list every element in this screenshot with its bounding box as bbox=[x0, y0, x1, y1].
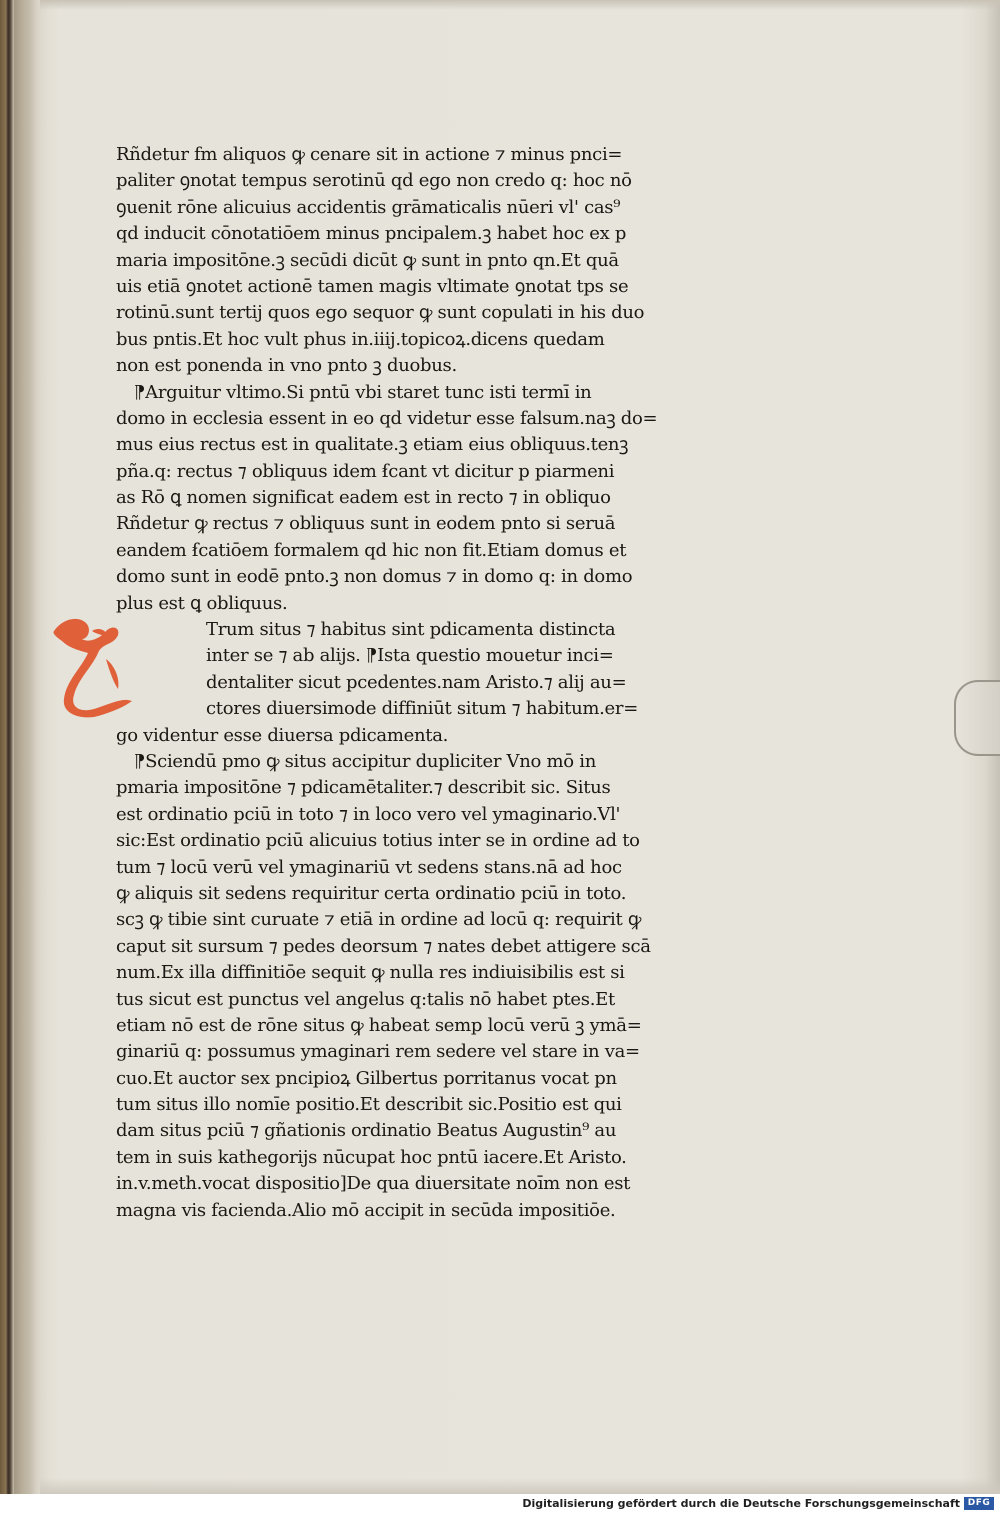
footer-bar bbox=[0, 1494, 1000, 1514]
text-line: ginariū q: possumus ymaginari rem sedere vel stare in va= bbox=[116, 1041, 640, 1063]
text-line: tem in suis kathegorijs nūcupat hoc pntū iacere.Et Aristo. bbox=[116, 1146, 627, 1168]
text-line: as Rō ꝗ nomen significat eadem est in recto ⁊ in obliquo bbox=[116, 487, 611, 509]
text-line: non est ponenda in vno pnto ꝫ duobus. bbox=[116, 355, 457, 377]
text-line: ꝯuenit rōne alicuius accidentis grāmaticalis nūeri vl' cas⁹ bbox=[116, 196, 621, 218]
text-line: in.v.meth.vocat dispositio]De qua diuersitate noīm non est bbox=[116, 1173, 631, 1195]
paragraph-with-initial bbox=[116, 617, 716, 749]
page-top-edge bbox=[40, 0, 1000, 10]
text-line: paliter ꝯnotat tempus serotinū qd ego non credo q: hoc nō bbox=[116, 170, 632, 192]
text-line: domo sunt in eodē pnto.ꝫ non domus ⁊ in domo q: in domo bbox=[116, 566, 633, 588]
text-line: ⁋Arguitur vltimo.Si pntū vbi staret tunc isti termī in bbox=[134, 381, 592, 403]
text-line: rotinū.sunt tertij quos ego sequor ꝙ sunt copulati in his duo bbox=[116, 302, 645, 324]
footer-credit: Digitalisierung gefördert durch die Deutsche Forschungsgemeinschaft bbox=[522, 1497, 960, 1510]
text-line: plus est ꝗ obliquus. bbox=[116, 592, 288, 614]
text-line: ꝙ aliquis sit sedens requiritur certa ordinatio pciū in toto. bbox=[116, 882, 627, 904]
text-line: tum ⁊ locū verū vel ymaginariū vt sedens stans.nā ad hoc bbox=[116, 856, 622, 878]
text-line: Rñdetur fm aliquos ꝙ cenare sit in actione ⁊ minus pnci= bbox=[116, 144, 623, 165]
paragraph-3 bbox=[116, 749, 716, 1224]
text-line: eandem ẜcatiōem formalem qd hic non fit.Etiam domus et bbox=[116, 539, 627, 561]
text-line: ctores diuersimode diffiniūt situm ⁊ habitum.er= bbox=[206, 698, 638, 720]
text-line: inter se ⁊ ab alijs. ⁋Ista questio mouetur inci= bbox=[206, 645, 614, 667]
text-line: caput sit sursum ⁊ pedes deorsum ⁊ nates debet attigere scā bbox=[116, 935, 651, 957]
dfg-logo-icon: DFG bbox=[964, 1497, 994, 1510]
text-line: bus pntis.Et hoc vult phus in.iiij.topicoꝝ.dicens quedam bbox=[116, 328, 605, 350]
text-line: pmaria impositōne ⁊ pdicamētaliter.⁊ describit sic. Situs bbox=[116, 777, 611, 799]
page-tab-marker bbox=[954, 680, 1000, 756]
text-line: dentaliter sicut pcedentes.nam Aristo.⁊ alij au= bbox=[206, 671, 627, 693]
text-line: tum situs illo nomīe positio.Et describit sic.Positio est qui bbox=[116, 1094, 622, 1116]
text-line: go videntur esse diuersa pdicamenta. bbox=[116, 724, 449, 746]
text-line: magna vis facienda.Alio mō accipit in secūda impositiōe. bbox=[116, 1199, 616, 1221]
red-initial-u-icon bbox=[48, 609, 138, 719]
text-line: domo in ecclesia essent in eo qd videtur esse falsum.naꝫ do= bbox=[116, 407, 658, 429]
binding-shadow bbox=[14, 0, 50, 1494]
text-line: Trum situs ⁊ habitus sint pdicamenta distincta bbox=[206, 619, 616, 641]
main-text-block bbox=[116, 142, 716, 1224]
paragraph-1 bbox=[116, 142, 716, 380]
text-line: tus sicut est punctus vel angelus q:talis nō habet ptes.Et bbox=[116, 988, 615, 1010]
text-line: etiam nō est de rōne situs ꝙ habeat semp locū verū ꝫ ymā= bbox=[116, 1014, 642, 1036]
text-line: sic:Est ordinatio pciū alicuius totius inter se in ordine ad to bbox=[116, 830, 640, 852]
text-line: qd inducit cōnotatiōem minus pncipalem.ꝫ habet hoc ex p bbox=[116, 223, 627, 245]
text-line: Rñdetur ꝙ rectus ⁊ obliquus sunt in eodem pnto si seruā bbox=[116, 513, 616, 535]
text-line: scꝫ ꝙ tibie sint curuate ⁊ etiā in ordine ad locū q: requirit ꝙ bbox=[116, 909, 642, 931]
page-bottom-edge bbox=[40, 1478, 1000, 1494]
text-line: uis etiā ꝯnotet actionē tamen magis vltimate ꝯnotat tps se bbox=[116, 275, 629, 297]
text-line: mus eius rectus est in qualitate.ꝫ etiam eius obliquus.tenꝫ bbox=[116, 434, 629, 456]
text-line: maria impositōne.ꝫ secūdi dicūt ꝙ sunt in pnto qn.Et quā bbox=[116, 249, 619, 271]
text-line: cuo.Et auctor sex pncipioꝝ Gilbertus porritanus vocat pn bbox=[116, 1067, 617, 1089]
text-line: num.Ex illa diffinitiōe sequit ꝙ nulla res indiuisibilis est si bbox=[116, 962, 625, 984]
paragraph-2 bbox=[116, 380, 716, 618]
text-line: ⁋Sciendū pmo ꝙ situs accipitur dupliciter Vno mō in bbox=[134, 750, 596, 772]
text-line: pña.q: rectus ⁊ obliquus idem ẜcant vt dicitur p piarmeni bbox=[116, 460, 615, 482]
text-line: est ordinatio pciū in toto ⁊ in loco vero vel ymaginario.Vl' bbox=[116, 803, 621, 825]
text-line: dam situs pciū ⁊ gñationis ordinatio Beatus Augustin⁹ au bbox=[116, 1120, 617, 1142]
